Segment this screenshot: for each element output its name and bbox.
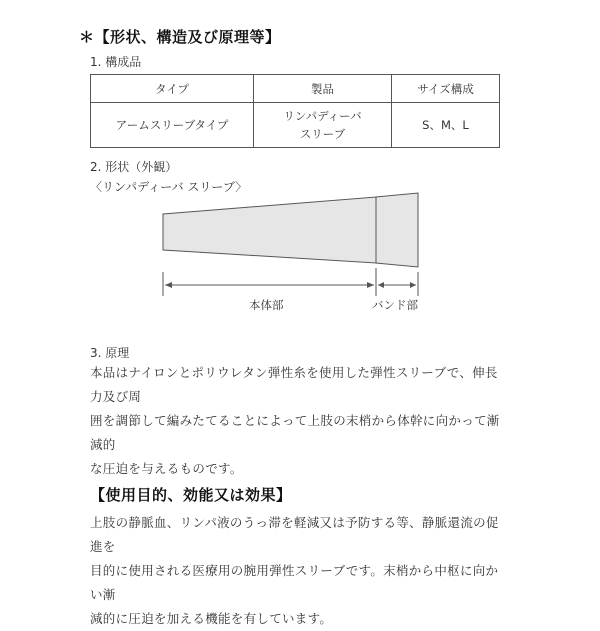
band-arrowhead-left bbox=[378, 282, 384, 288]
body-arrowhead-right bbox=[367, 282, 374, 288]
band-arrowhead-right bbox=[410, 282, 416, 288]
label-body-part: 本体部 bbox=[249, 298, 284, 312]
table-cell-type: アームスリーブタイプ bbox=[91, 103, 254, 148]
purpose-line: 減的に圧迫を加える機能を有しています。 bbox=[90, 611, 333, 626]
composition-heading: 1. 構成品 bbox=[90, 55, 142, 69]
principle-text bbox=[90, 361, 510, 481]
purpose-line: 上肢の静脈血、リンパ液のうっ滞を軽減又は予防する等、静脈還流の促進を bbox=[90, 515, 499, 554]
sleeve-body-shape bbox=[163, 197, 376, 263]
table-cell-sizes: S、M、L bbox=[392, 103, 500, 148]
product-name-line1: リンパディーバ bbox=[283, 109, 362, 123]
table-header-product: 製品 bbox=[254, 75, 392, 103]
section-title-shape-structure: ＊【形状、構造及び原理等】 bbox=[79, 28, 281, 46]
principle-heading: 3. 原理 bbox=[90, 346, 130, 360]
purpose-line: 目的に使用される医療用の腕用弾性スリーブです。末梢から中枢に向かい漸 bbox=[90, 563, 499, 602]
body-arrowhead-left bbox=[165, 282, 172, 288]
section-title-purpose: 【使用目的、効能又は効果】 bbox=[90, 486, 292, 504]
principle-line: な圧迫を与えるものです。 bbox=[90, 461, 243, 476]
label-band-part: バンド部 bbox=[372, 298, 418, 312]
shape-heading: 2. 形状（外観） bbox=[90, 160, 178, 174]
sleeve-band-shape bbox=[376, 193, 418, 267]
purpose-text bbox=[90, 511, 510, 631]
shape-caption: 〈リンパディーバ スリーブ〉 bbox=[90, 180, 248, 194]
principle-line: 囲を調節して編みたてることによって上肢の末梢から体幹に向かって漸減的 bbox=[90, 413, 500, 452]
table-header-type: タイプ bbox=[91, 75, 254, 103]
product-name-line2: スリーブ bbox=[299, 127, 346, 141]
principle-line: 本品はナイロンとポリウレタン弾性糸を使用した弾性スリーブで、伸長力及び周 bbox=[90, 365, 498, 404]
table-header-sizes: サイズ構成 bbox=[392, 75, 500, 103]
